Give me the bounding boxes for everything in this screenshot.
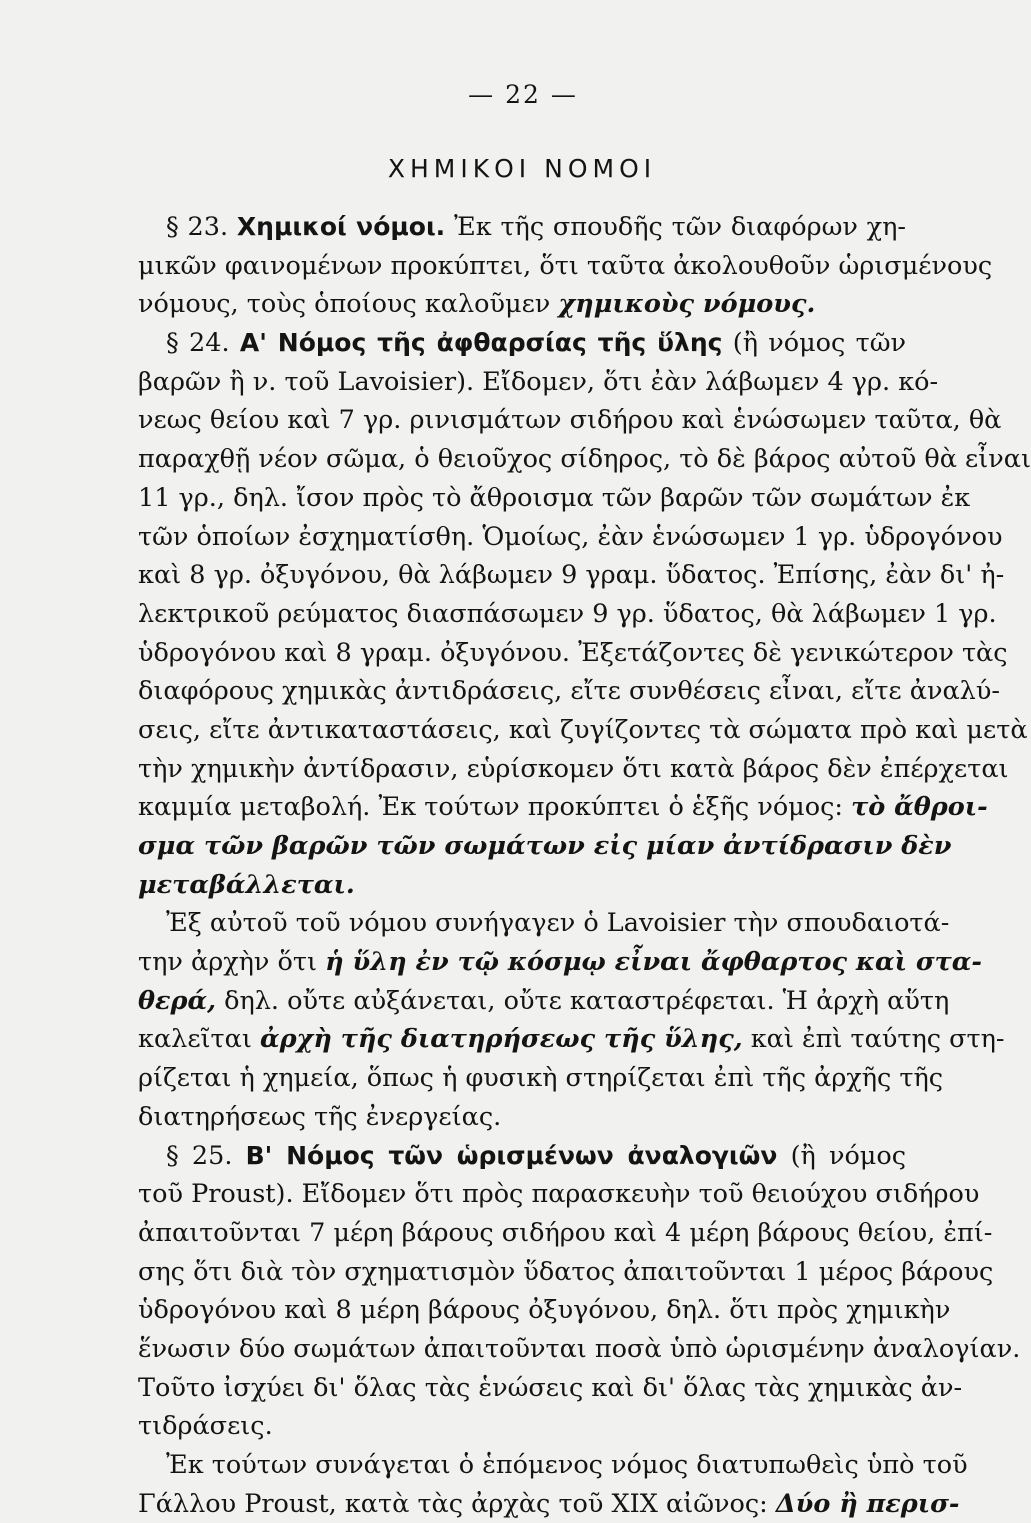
text-run: 11 γρ., δηλ. ἴσον πρὸς τὸ ἄθροισμα τῶν βαρῶν τῶν σωμάτων ἐκ bbox=[138, 482, 971, 513]
section-number: § 24. bbox=[166, 328, 240, 359]
paragraph-s23 bbox=[138, 208, 993, 324]
chapter-title: ΧΗΜΙΚΟΙ ΝΟΜΟΙ bbox=[387, 154, 657, 183]
text-line bbox=[138, 1098, 906, 1137]
text-run: σεις, εἴτε ἀντικαταστάσεις, καὶ ζυγίζοντες τὰ σώματα πρὸ καὶ μετὰ bbox=[138, 714, 1028, 745]
text-line bbox=[138, 904, 950, 943]
text-line bbox=[138, 1214, 993, 1253]
book-page bbox=[138, 0, 1031, 1519]
text-line bbox=[138, 943, 982, 982]
paragraph-s25b bbox=[138, 1446, 968, 1523]
paragraph-s25 bbox=[138, 1137, 1021, 1447]
text-line bbox=[138, 1020, 1005, 1059]
text-run: Ἐκ τούτων συνάγεται ὁ ἑπόμενος νόμος διατυπωθεὶς ὑπὸ τοῦ bbox=[166, 1450, 968, 1480]
text-run: νεως θείου καὶ 7 γρ. ρινισμάτων σιδήρου καὶ ἑνώσωμεν ταῦτα, θὰ bbox=[138, 405, 1002, 436]
page-body bbox=[138, 208, 1031, 1523]
text-run: την ἀρχὴν ὅτι bbox=[138, 947, 326, 978]
text-run: καὶ ἐπὶ ταύτης στη- bbox=[742, 1024, 1005, 1055]
text-line bbox=[138, 1291, 951, 1330]
emphasis-text: χημικοὺς νόμους. bbox=[558, 289, 816, 320]
text-line bbox=[138, 247, 993, 286]
text-run: τιδράσεις. bbox=[138, 1411, 273, 1442]
text-run: παραχθῇ νέον σῶμα, ὁ θειοῦχος σίδηρος, τὸ δὲ βάρος αὐτοῦ θὰ εἶναι bbox=[138, 444, 1031, 475]
text-line bbox=[138, 1059, 944, 1098]
emphasis-text: Δύο ἢ περισ- bbox=[775, 1488, 960, 1519]
text-line bbox=[138, 1446, 968, 1485]
emphasis-text: ἀρχὴ τῆς διατηρήσεως τῆς ὕλης, bbox=[259, 1024, 743, 1055]
text-line bbox=[138, 1485, 960, 1523]
text-line bbox=[138, 595, 997, 634]
text-run: νόμους, τοὺς ὁποίους καλοῦμεν bbox=[138, 289, 559, 320]
section-heading: Β' Νόμος τῶν ὡρισμένων ἀναλογιῶν bbox=[245, 1140, 778, 1170]
text-line bbox=[138, 1330, 1021, 1369]
section-heading: Χημικοί νόμοι. bbox=[236, 212, 446, 241]
text-run: μικῶν φαινομένων προκύπτει, ὅτι ταῦτα ἀκολουθοῦν ὡρισμένους bbox=[138, 250, 993, 281]
text-run: τοῦ Proust). Εἴδομεν ὅτι πρὸς παρασκευὴν τοῦ θειούχου σιδήρου bbox=[138, 1179, 980, 1210]
text-line bbox=[138, 324, 906, 363]
text-run: καμμία μεταβολή. Ἐκ τούτων προκύπτει ὁ ἑξῆς νόμος: bbox=[138, 792, 852, 823]
text-run: βαρῶν ἢ ν. τοῦ Lavoisier). Εἴδομεν, ὅτι ἐὰν λάβωμεν 4 γρ. κό- bbox=[138, 366, 939, 397]
text-line bbox=[138, 285, 906, 324]
text-line bbox=[138, 518, 1003, 557]
text-line bbox=[138, 1253, 994, 1292]
text-run: Ἐκ τῆς σπουδῆς τῶν διαφόρων χη- bbox=[445, 212, 907, 242]
text-run: διαφόρους χημικὰς ἀντιδράσεις, εἴτε συνθέσεις εἶναι, εἴτε ἀναλύ- bbox=[138, 676, 1000, 707]
text-line bbox=[138, 788, 988, 827]
text-line bbox=[138, 827, 952, 866]
emphasis-text: σμα τῶν βαρῶν τῶν σωμάτων εἰς μίαν ἀντίδρασιν δὲν bbox=[138, 831, 952, 861]
text-line bbox=[138, 401, 1002, 440]
text-line bbox=[138, 711, 1028, 750]
text-run: Τοῦτο ἰσχύει δι' ὅλας τὰς ἑνώσεις καὶ δι' ὅλας τὰς χημικὰς ἀν- bbox=[138, 1372, 963, 1403]
paragraph-s24 bbox=[138, 324, 1031, 904]
text-line bbox=[138, 479, 971, 518]
text-run: καὶ 8 γρ. ὀξυγόνου, θὰ λάβωμεν 9 γραμ. ὕδατος. Ἐπίσης, ἐὰν δι' ἠ- bbox=[138, 560, 1005, 591]
text-run: καλεῖται bbox=[138, 1024, 260, 1055]
paragraph-s24b bbox=[138, 904, 1005, 1136]
section-number: § 25. bbox=[166, 1140, 246, 1171]
emphasis-text: ἡ ὕλη ἐν τῷ κόσμῳ εἶναι ἄφθαρτος καὶ στα- bbox=[325, 947, 982, 978]
emphasis-text: θερά, bbox=[138, 985, 216, 1016]
text-line bbox=[138, 634, 1008, 673]
text-run: ρίζεται ἡ χημεία, ὅπως ἡ φυσικὴ στηρίζεται ἐπὶ τῆς ἀρχῆς τῆς bbox=[138, 1063, 944, 1094]
text-run: Ἐξ αὐτοῦ τοῦ νόμου συνήγαγεν ὁ Lavoisier τὴν σπουδαιοτά- bbox=[166, 908, 950, 939]
text-run: σης ὅτι διὰ τὸν σχηματισμὸν ὕδατος ἀπαιτοῦνται 1 μέρος βάρους bbox=[138, 1256, 994, 1287]
page-number: — 22 — bbox=[468, 80, 578, 109]
text-line bbox=[138, 672, 1000, 711]
section-heading: Α' Νόμος τῆς ἀφθαρσίας τῆς ὕλης bbox=[239, 328, 723, 358]
text-run: τὴν χημικὴν ἀντίδρασιν, εὑρίσκομεν ὅτι κατὰ βάρος δὲν ἐπέρχεται bbox=[138, 753, 1009, 784]
text-line bbox=[138, 866, 906, 905]
text-run: λεκτρικοῦ ρεύματος διασπάσωμεν 9 γρ. ὕδατος, θὰ λάβωμεν 1 γρ. bbox=[138, 598, 997, 629]
text-run: διατηρήσεως τῆς ἐνεργείας. bbox=[138, 1101, 502, 1132]
text-run: δηλ. οὔτε αὐξάνεται, οὔτε καταστρέφεται. Ἡ ἀρχὴ αὕτη bbox=[215, 985, 950, 1016]
text-run: τῶν ὁποίων ἐσχηματίσθη. Ὁμοίως, ἐὰν ἑνώσωμεν 1 γρ. ὑδρογόνου bbox=[138, 521, 1003, 552]
text-run: ὑδρογόνου καὶ 8 μέρη βάρους ὀξυγόνου, δηλ. ὅτι πρὸς χημικὴν bbox=[138, 1295, 951, 1326]
text-line bbox=[138, 363, 939, 402]
text-run: ἕνωσιν δύο σωμάτων ἀπαιτοῦνται ποσὰ ὑπὸ ὡρισμένην ἀναλογίαν. bbox=[138, 1333, 1021, 1364]
text-line bbox=[138, 1407, 906, 1446]
text-line bbox=[138, 982, 950, 1021]
text-line bbox=[138, 440, 1031, 479]
text-line bbox=[138, 1137, 906, 1176]
emphasis-text: τὸ ἄθροι- bbox=[851, 792, 988, 823]
text-line bbox=[138, 208, 906, 247]
text-run: ἀπαιτοῦνται 7 μέρη βάρους σιδήρου καὶ 4 μέρη βάρους θείου, ἐπί- bbox=[138, 1217, 993, 1248]
text-line bbox=[138, 1175, 980, 1214]
text-run: (ἢ νόμος τῶν bbox=[722, 328, 907, 359]
text-line bbox=[138, 750, 1009, 789]
text-run: Γάλλου Proust, κατὰ τὰς ἀρχὰς τοῦ XIX αἰῶνος: bbox=[138, 1488, 776, 1519]
text-line bbox=[138, 556, 1005, 595]
text-line bbox=[138, 1369, 963, 1408]
emphasis-text: μεταβάλλεται. bbox=[138, 869, 355, 900]
section-number: § 23. bbox=[166, 212, 237, 242]
text-run: (ἢ νόμος bbox=[777, 1140, 907, 1171]
text-run: ὑδρογόνου καὶ 8 γραμ. ὀξυγόνου. Ἐξετάζοντες δὲ γενικώτερον τὰς bbox=[138, 637, 1008, 668]
